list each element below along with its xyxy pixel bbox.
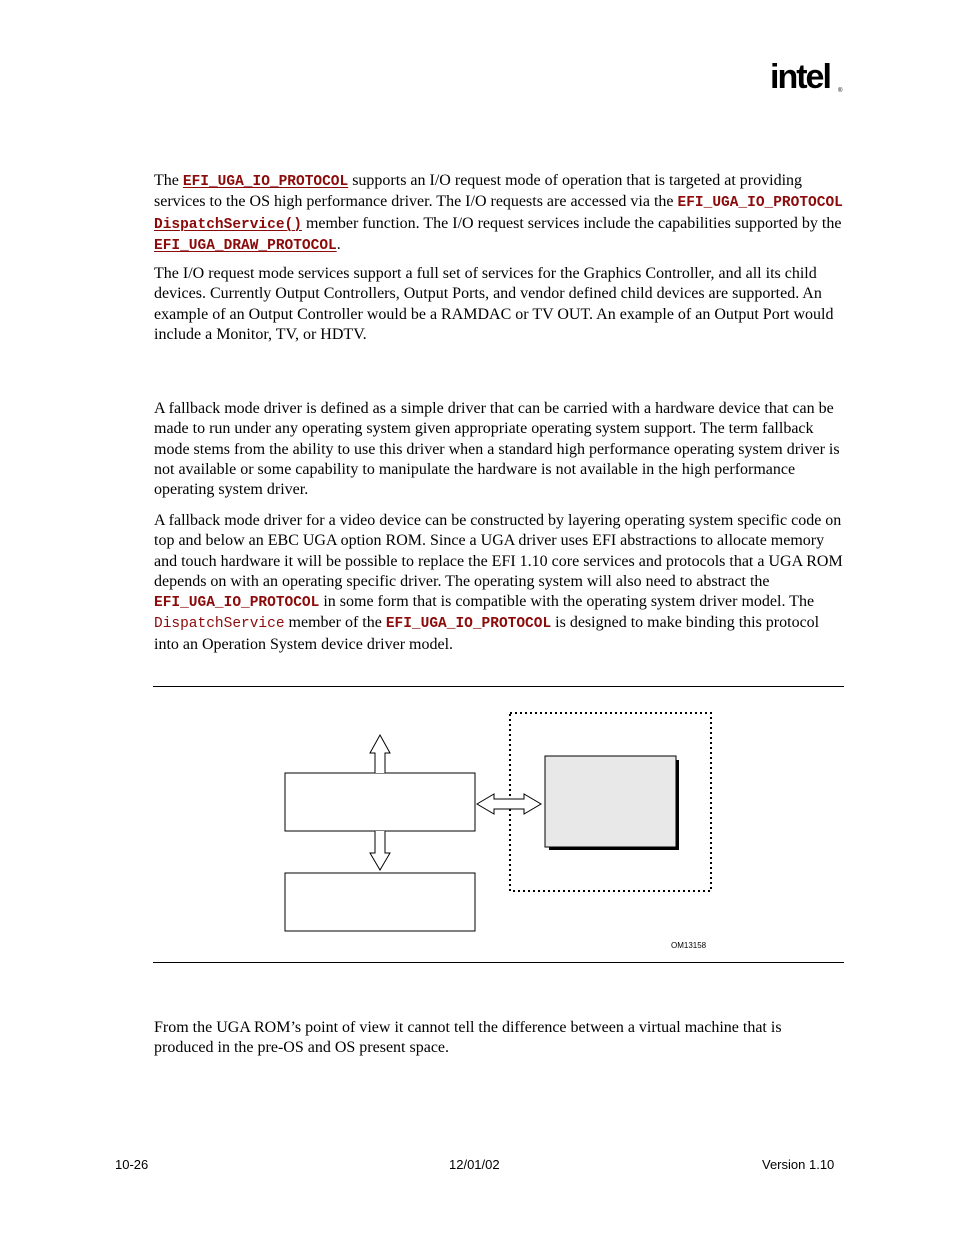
paragraph-io-services: The I/O request mode services support a full set of services for the Graphics Controller, and all its child devices. Currently Output Controllers, Output Ports, and vendor defined child devices are supported. An example of an Output Controller would be a RAMDAC or TV OUT. An example of an Output Port would include a Monitor, TV, or HDTV. xyxy=(154,265,834,343)
paragraph-fallback-video: A fallback mode driver for a video device can be constructed by layering operating system specific code on top and below an EBC UGA option ROM. Since a UGA driver uses EFI abstractions to allocate memory and touch hardware it will be possible to replace the EFI 1.10 core services and protocols that a UGA ROM depends on with an operating specific driver. The operating system will also need to abstract the EFI_UGA_IO_PROTOCOL in some form that is compatible with the operating system driver model. The DispatchService member of the EFI_UGA_IO_PROTOCOL is designed to make binding this protocol into an Operation System device driver model. xyxy=(154,512,843,653)
paragraph-io-request-mode: The EFI_UGA_IO_PROTOCOL supports an I/O request mode of operation that is targeted at providing services to the OS high performance driver. The I/O requests are accessed via the EFI_UGA_IO_PROTOCOL DispatchService() member function. The I/O request services include the capabilities supported by the EFI_UGA_DRAW_PROTOCOL. xyxy=(154,172,843,254)
upper-box xyxy=(285,773,475,831)
figure-id: OM13158 xyxy=(671,941,707,950)
code-efi-uga-io-protocol: EFI_UGA_IO_PROTOCOL xyxy=(385,616,552,633)
up-arrow xyxy=(370,735,390,773)
logo-registered-mark: ® xyxy=(838,88,843,94)
paragraph-fallback-definition: A fallback mode driver is defined as a simple driver that can be carried with a hardware device that can be made to run under any operating system given appropriate operating system support. The term fallback mode stems from the ability to use this driver when a standard high performance operating system driver is not available or some capability to manipulate the hardware is not available in the high performance operating system driver. xyxy=(154,400,840,499)
code-dispatch-service: DispatchService xyxy=(154,616,285,633)
footer-version: Version 1.10 xyxy=(762,1157,835,1172)
link-efi-uga-io-protocol[interactable]: EFI_UGA_IO_PROTOCOL xyxy=(182,174,349,190)
lower-box xyxy=(285,873,475,931)
down-arrow xyxy=(370,831,390,870)
paragraph-uga-rom-view: From the UGA ROM’s point of view it cannot tell the difference between a virtual machine that is produced in the pre-OS and OS present space. xyxy=(154,1019,782,1057)
code-efi-uga-io-protocol: EFI_UGA_IO_PROTOCOL xyxy=(154,595,320,612)
footer-date: 12/01/02 xyxy=(449,1157,500,1172)
footer-page-number: 10-26 xyxy=(115,1157,149,1172)
logo-text: intel xyxy=(770,58,830,96)
link-dispatch-service[interactable]: DispatchService() xyxy=(154,216,302,233)
code-efi-uga-io-protocol: EFI_UGA_IO_PROTOCOL xyxy=(677,195,843,212)
link-efi-uga-draw-protocol[interactable]: EFI_UGA_DRAW_PROTOCOL xyxy=(154,237,337,254)
shaded-box xyxy=(545,756,676,847)
